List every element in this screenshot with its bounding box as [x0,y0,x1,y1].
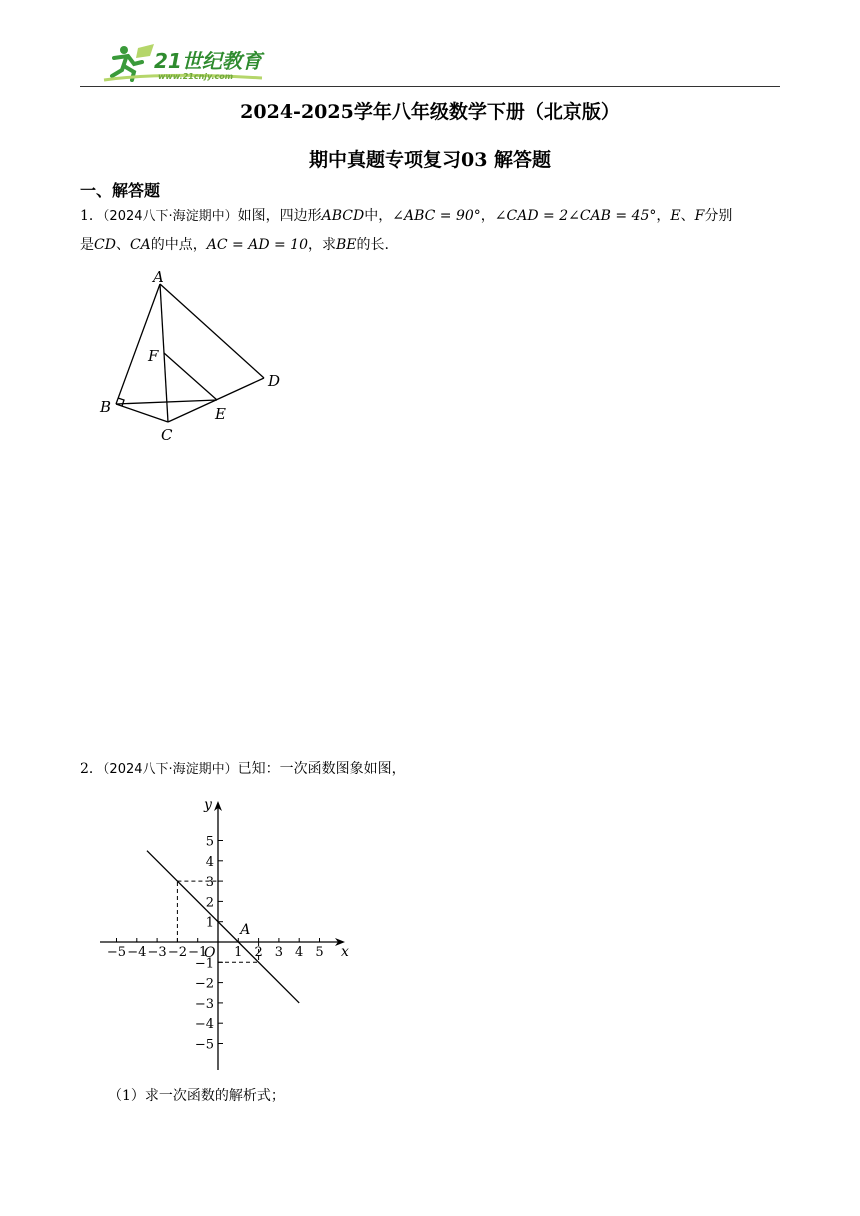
q1-text: ， [480,208,495,224]
label-B: B [100,398,112,416]
y-tick-label: 4 [205,854,214,870]
q1-math: BE [336,237,357,253]
q1-math: ∠ABC = 90° [392,208,481,224]
q1-text: 、 [115,237,130,253]
y-tick-label: −1 [194,956,214,972]
segment-AB [116,284,160,404]
q1-text: ，求 [308,237,336,253]
point-A-label: A [240,922,251,938]
x-tick-label: 2 [254,945,263,960]
q1-math: ABCD [321,208,365,224]
x-tick-label: 5 [315,945,324,960]
site-logo [102,42,272,84]
segment-BC [116,404,168,422]
q1-text: 的长. [356,237,389,253]
q1-math: AC = AD = 10 [206,237,308,253]
question-1 [80,202,780,259]
y-tick-label: −5 [194,1037,214,1053]
q1-text: 、 [680,208,695,224]
q2-part-1: （1）求一次函数的解析式； [108,1088,285,1104]
y-tick-label: −4 [194,1017,214,1033]
label-D: D [268,372,281,390]
q1-text: ， [656,208,671,224]
x-tick-label: −2 [167,945,187,960]
x-axis-label: x [341,944,349,960]
question-number: 2． [80,761,103,777]
section-heading: 一、解答题 [80,181,161,200]
q1-text: 如图，四边形 [237,208,322,224]
y-tick-label: 3 [205,875,214,891]
question-number: 1． [80,208,103,224]
q1-math: ∠CAD = 2∠CAB = 45° [494,208,657,224]
x-tick-label: 4 [295,945,304,960]
question-source: （2024八下·海淀期中） [102,209,238,224]
label-E: E [215,405,226,423]
label-A: A [153,270,164,286]
x-tick-label: −5 [106,945,127,960]
x-tick-label: −1 [188,945,208,960]
q1-math: E [670,208,681,224]
q1-math: F [694,208,705,224]
q1-text: 的中点， [150,237,207,253]
quadrilateral-figure [96,270,296,450]
header-rule [80,86,780,87]
y-axis-label: y [204,797,212,813]
y-tick-label: −2 [194,976,214,992]
question-source: （2024八下·海淀期中） [102,762,238,777]
q1-math: CD [94,237,116,253]
q1-text: 是 [80,237,94,253]
segment-FE [164,353,217,400]
page-title: 2024-2025学年八年级数学下册（北京版） [240,101,620,123]
label-C: C [161,426,173,444]
logo-subtext: www.21cnjy.com [158,72,234,81]
y-tick-label: 1 [205,915,214,931]
y-tick-label: −3 [194,996,214,1012]
q1-text: 中， [364,208,393,224]
origin-label: O [204,945,216,961]
label-F: F [148,347,159,365]
x-tick-label: 3 [274,945,284,960]
y-tick-label: 5 [205,834,214,850]
x-tick-label: 1 [234,945,243,960]
y-tick-label: 2 [205,895,214,911]
q1-math: CA [129,237,151,253]
linear-function-graph [95,795,355,1075]
page-subtitle: 期中真题专项复习03 解答题 [308,149,552,171]
function-line [147,851,299,1003]
x-tick-label: −3 [147,945,167,960]
x-tick-label: −4 [127,945,147,960]
q2-text: 已知：一次函数图象如图， [237,761,406,777]
logo-text: 21世纪教育 [154,49,262,73]
question-2 [80,755,780,784]
q1-text: 分别 [704,208,733,224]
